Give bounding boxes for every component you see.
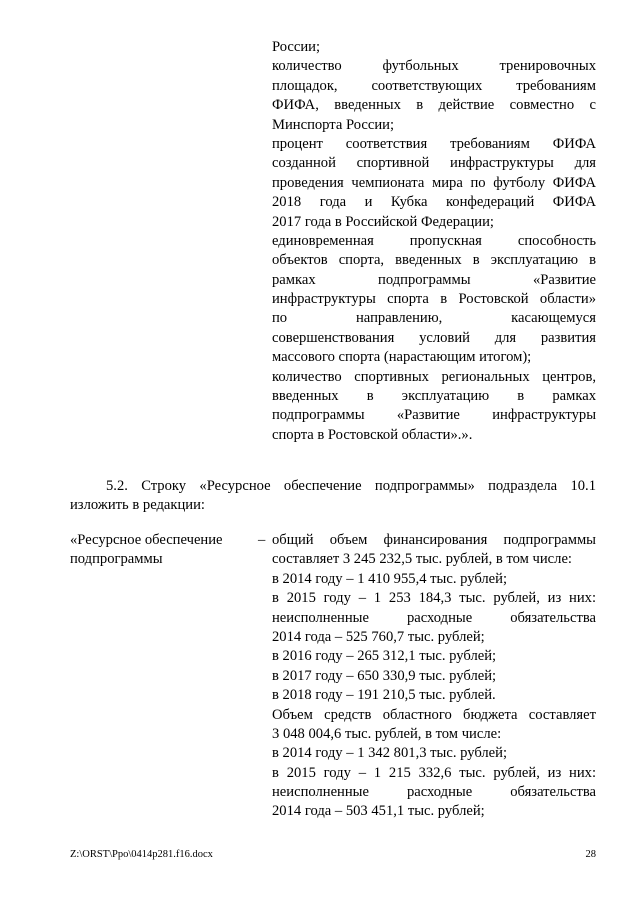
text-line: 2017 года в Российской Федерации; <box>272 213 494 230</box>
text-line: объектов спорта, введенных в эксплуатацию в <box>272 252 596 269</box>
text-line: количество спортивных региональных центров, <box>272 368 596 385</box>
resource-line: в 2018 году – 191 210,5 тыс. рублей. <box>272 687 496 704</box>
text-line: России; <box>272 39 321 55</box>
text-line: проведения чемпионата мира по футболу ФИФА <box>272 174 596 191</box>
text-line: спорта в Ростовской области».». <box>272 426 473 443</box>
indicators-text-block <box>272 38 596 445</box>
paragraph-line: 5.2. Строку «Ресурсное обеспечение подпрограммы» подраздела 10.1 <box>106 478 596 494</box>
resource-line: в 2014 году – 1 342 801,3 тыс. рублей; <box>272 745 508 762</box>
resource-line: 2014 года – 503 451,1 тыс. рублей; <box>272 803 485 820</box>
footer-file-path: Z:\ORST\Ppo\0414p281.f16.docx <box>70 849 213 860</box>
resource-line: в 2015 году – 1 253 184,3 тыс. рублей, из них: <box>272 590 596 607</box>
text-line: площадок, соответствующих требованиям <box>272 77 596 94</box>
resource-line: в 2015 году – 1 215 332,6 тыс. рублей, из них: <box>272 764 596 781</box>
resource-line: в 2017 году – 650 330,9 тыс. рублей; <box>272 667 497 684</box>
text-line: Минспорта России; <box>272 116 395 133</box>
resource-line: в 2014 году – 1 410 955,4 тыс. рублей; <box>272 570 508 587</box>
resource-label-line: подпрограммы <box>70 551 163 568</box>
resource-line: неисполненные расходные обязательства <box>272 609 596 626</box>
text-line: подпрограммы «Развитие инфраструктуры <box>272 407 596 424</box>
paragraph-line: изложить в редакции: <box>70 497 205 514</box>
resource-line: неисполненные расходные обязательства <box>272 784 596 801</box>
dash-separator: – <box>258 532 266 548</box>
resource-line: 2014 года – 525 760,7 тыс. рублей; <box>272 628 485 645</box>
resource-line: 3 048 004,6 тыс. рублей, в том числе: <box>272 725 502 742</box>
resource-label-line: «Ресурсное обеспечение <box>70 532 223 548</box>
page-number: 28 <box>585 849 596 860</box>
text-line: единовременная пропускная способность <box>272 232 596 249</box>
text-line: по направлению, касающемуся <box>272 310 596 327</box>
text-line: количество футбольных тренировочных <box>272 58 596 75</box>
resource-line: в 2016 году – 265 312,1 тыс. рублей; <box>272 648 497 665</box>
resource-line: общий объем финансирования подпрограммы <box>272 532 596 548</box>
text-line: совершенствования условий для развития <box>272 329 596 346</box>
text-line: 2018 года и Кубка конфедераций ФИФА <box>272 194 596 211</box>
text-line: массового спорта (нарастающим итогом); <box>272 349 532 366</box>
paragraph-5-2 <box>70 477 596 516</box>
text-line: процент соответствия требованиям ФИФА <box>272 135 596 152</box>
resource-label <box>70 531 260 570</box>
text-line: рамках подпрограммы «Развитие <box>272 271 596 288</box>
text-line: ФИФА, введенных в действие совместно с <box>272 97 596 114</box>
resource-line: составляет 3 245 232,5 тыс. рублей, в том числе: <box>272 551 572 568</box>
text-line: инфраструктуры спорта в Ростовской области» <box>272 291 596 308</box>
resource-line: Объем средств областного бюджета составляет <box>272 706 596 723</box>
resource-text-block <box>272 531 596 822</box>
text-line: созданной спортивной инфраструктуры для <box>272 155 596 172</box>
text-line: введенных в эксплуатацию в рамках <box>272 388 596 405</box>
